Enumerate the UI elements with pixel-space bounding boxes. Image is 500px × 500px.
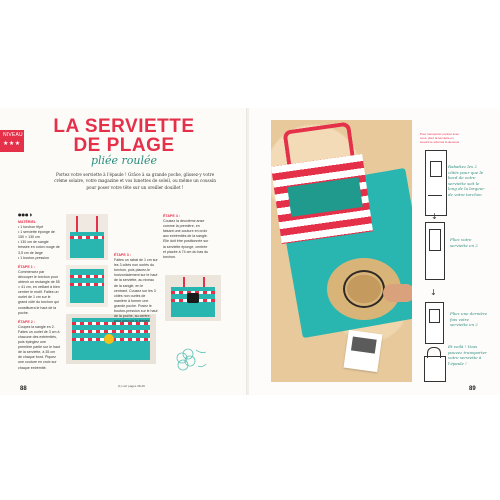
step-photo-towel-cut [66,214,108,260]
step-photo-finished-bag [165,275,221,321]
beach-towel-photo [271,120,412,382]
flower-illustration-icon [168,344,208,374]
instructions-column-2 [114,253,158,324]
page-number-right: 89 [469,386,476,392]
magazine-spread [0,108,500,395]
material-item: • 1 serviette éponge de 150 × 130 cm [18,230,55,240]
fold-note-3: Pliez une dernière fois votre serviette en 2 [450,311,488,327]
instructions-column-3 [163,214,209,260]
fold-note-1: Rabattez les 2 côtés pour que le bord de votre serviette soit le long de la largeur de votre torchon [448,164,485,197]
fold-note-2: Pliez votre serviette en 2 [450,237,478,248]
fold-diagram-step-2 [425,222,445,280]
instructions-column-1 [18,220,60,371]
page-title-line-1: LA SERVIETTE [53,116,195,137]
step-photo-strap [66,265,108,307]
step-3-text: Faites un rabat de 1 cm sur les 3 côtés non ourlés du torchon, puis placez-le horizontalement sur le haut de la serviette, au niveau de la sangle, en le centrant. Cousez sur les 3 côtés non ourlés de manière à former une grande poche. Posez le bouton-pression sur le haut de la poche, au centre, pour pouvoir la fermer. [114,258,158,324]
left-page [0,108,248,395]
level-label: NIVEAU [3,132,23,138]
step-2-heading: ÉTAPE 2 : [18,319,35,324]
intro-paragraph: Portez votre serviette à l'épaule ! Grâce à sa grande poche, glissez-y votre crème solaire, votre magazine et vos lunettes de soleil, ou même un coussin pour poser votre tête sur un oreiller douillet ! [54,172,216,190]
book-icon [344,330,383,372]
materials-heading: MATÉRIEL [18,220,37,224]
page-number-left: 88 [20,386,27,392]
down-arrow-icon: ↓ [431,212,438,221]
page-subtitle: pliée roulée [90,154,158,167]
step-1-text: Commencez par découper le torchon pour obtenir un rectangle de 55 × 41 cm, en veillant à bien centrer le motif. Faites un ourlet de 1 cm sur le grand côté du torchon qui constituera le haut de la poche. [18,269,60,315]
material-item: • 130 cm de sangle tressée en coton rouge de 3,5 cm de large [18,240,60,255]
material-item: • 1 bouton-pression [18,255,50,260]
folding-intro-note: Pour transporter partout avec vous, pliez la serviette en suivant le schéma ci-dessous [420,132,464,144]
material-item: • 1 torchon fripé [18,225,44,230]
fold-diagram-step-1 [425,150,447,216]
step-4-text: Cousez la deuxième anse comme la première, en faisant une couture en croix aux extrémités de la sangle. Elle doit être positionnée sur la serviette éponge, centrée et placée à 74 cm du bas du torchon. [163,219,209,259]
fold-diagram-final [424,356,446,382]
step-1-heading: ÉTAPE 1 : [18,264,35,269]
step-3-heading: ÉTAPE 3 : [114,253,131,257]
fold-note-4: Et voilà ! Vous pouvez transporter votre serviette à l'épaule ! [448,344,487,366]
difficulty-icons: ●●● ◗ [18,212,32,217]
footnote-caption: (1) voir pages 48-49 [118,384,145,388]
down-arrow-icon: ↓ [430,288,437,297]
step-2-text: Coupez la sangle en 2. Faites un ourlet de 3 cm à chacune des extrémités, puis épinglez une première partie sur le haut de la serviette, à 35 cm de chaque bord. Piquez une couture en croix sur chaque extrémité. [18,324,60,370]
stars-icon: ★★★ [3,140,21,147]
fold-diagram-step-3 [425,302,444,344]
step-4-heading: ÉTAPE 4 : [163,214,180,218]
page-title-line-2: DE PLAGE [73,135,175,156]
